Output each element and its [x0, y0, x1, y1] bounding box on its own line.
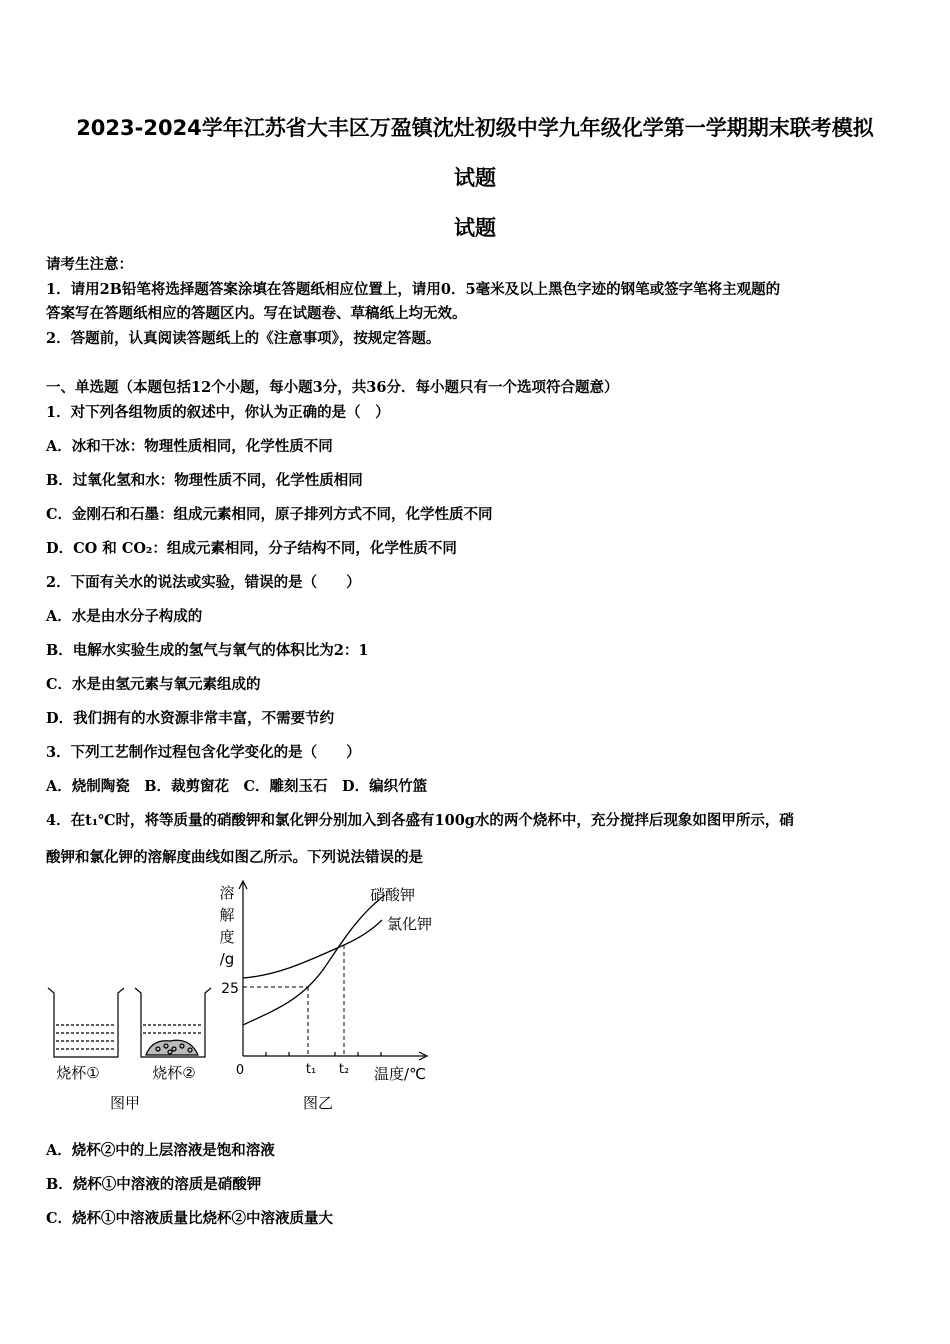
- q2-option-c: C．水是由氢元素与氧元素组成的: [46, 676, 261, 693]
- exam-title-line2: 试题: [454, 166, 496, 190]
- q3-stem: 3．下列工艺制作过程包含化学变化的是（ ）: [46, 744, 361, 761]
- ylabel-char-1: 溶: [219, 884, 235, 902]
- q2-option-d: D．我们拥有的水资源非常丰富，不需要节约: [46, 710, 335, 727]
- q4-stem-b: 酸钾和氯化钾的溶解度曲线如图乙所示。下列说法错误的是: [46, 849, 423, 866]
- q1-stem: 1．对下列各组物质的叙述中，你认为正确的是（ ）: [46, 404, 390, 421]
- xlabel: 温度/℃: [374, 1065, 426, 1083]
- beaker-1-label: 烧杯①: [56, 1064, 100, 1082]
- figure-a-caption: 图甲: [109, 1094, 141, 1112]
- ylabel-char-2: 解: [219, 906, 235, 924]
- beaker-2-label: 烧杯②: [152, 1064, 196, 1082]
- notice-heading: 请考生注意：: [46, 256, 133, 273]
- beaker-2: [135, 988, 211, 1057]
- figure-b-caption: 图乙: [302, 1094, 334, 1112]
- q4-option-a: A．烧杯②中的上层溶液是饱和溶液: [46, 1142, 275, 1159]
- q1-option-d: D．CO 和 CO₂：组成元素相同，分子结构不同，化学性质不同: [46, 540, 457, 557]
- curve-potassium-chloride: [243, 920, 382, 978]
- ylabel: [219, 884, 234, 968]
- curve2-label: 氯化钾: [387, 915, 433, 933]
- origin-label: 0: [235, 1063, 245, 1078]
- q3-options: A．烧制陶瓷 B．裁剪窗花 C．雕刻玉石 D．编织竹篮: [46, 778, 428, 795]
- t1-tick-label: t₁: [305, 1062, 317, 1077]
- q4-option-c: C．烧杯①中溶液质量比烧杯②中溶液质量大: [46, 1210, 334, 1227]
- curve1-label: 硝酸钾: [370, 886, 416, 904]
- notice-item-1a: 1．请用2B铅笔将选择题答案涂填在答题纸相应位置上，请用0．5毫米及以上黑色字迹的钢笔或签字笔将主观题的: [46, 281, 781, 298]
- q1-option-c: C．金刚石和石墨：组成元素相同，原子排列方式不同，化学性质不同: [46, 506, 493, 523]
- ylabel-char-3: 度: [219, 928, 235, 946]
- exam-title-line1: 2023-2024学年江苏省大丰区万盈镇沈灶初级中学九年级化学第一学期期末联考模拟: [76, 116, 874, 140]
- q4-option-b: B．烧杯①中溶液的溶质是硝酸钾: [46, 1176, 262, 1193]
- ylabel-char-4: /g: [219, 950, 235, 968]
- q4-stem-a: 4．在t₁℃时，将等质量的硝酸钾和氯化钾分别加入到各盛有100g水的两个烧杯中，充分搅拌后现象如图甲所示，硝: [46, 812, 794, 829]
- t2-tick-label: t₂: [338, 1062, 350, 1077]
- notice-item-2: 2．答题前，认真阅读答题纸上的《注意事项》，按规定答题。: [46, 330, 441, 347]
- notice-item-1b: 答案写在答题纸相应的答题区内。写在试题卷、草稿纸上均无效。: [46, 305, 467, 322]
- chart-axes: [239, 881, 427, 1060]
- curve-potassium-nitrate: [243, 895, 385, 1025]
- y-tick-25: 25: [221, 981, 239, 997]
- q4-figure: [40, 875, 450, 1120]
- beaker-1: [48, 988, 124, 1057]
- q2-option-b: B．电解水实验生成的氢气与氧气的体积比为2：1: [46, 642, 369, 659]
- section-heading: 一、单选题（本题包括12个小题，每小题3分，共36分．每小题只有一个选项符合题意）: [46, 379, 619, 396]
- q2-option-a: A．水是由水分子构成的: [46, 608, 203, 625]
- q2-stem: 2．下面有关水的说法或实验，错误的是（ ）: [46, 574, 361, 591]
- q1-option-a: A．冰和干冰：物理性质相同，化学性质不同: [46, 438, 333, 455]
- q1-option-b: B．过氧化氢和水：物理性质不同，化学性质相同: [46, 472, 363, 489]
- exam-title-line3: 试题: [454, 216, 496, 240]
